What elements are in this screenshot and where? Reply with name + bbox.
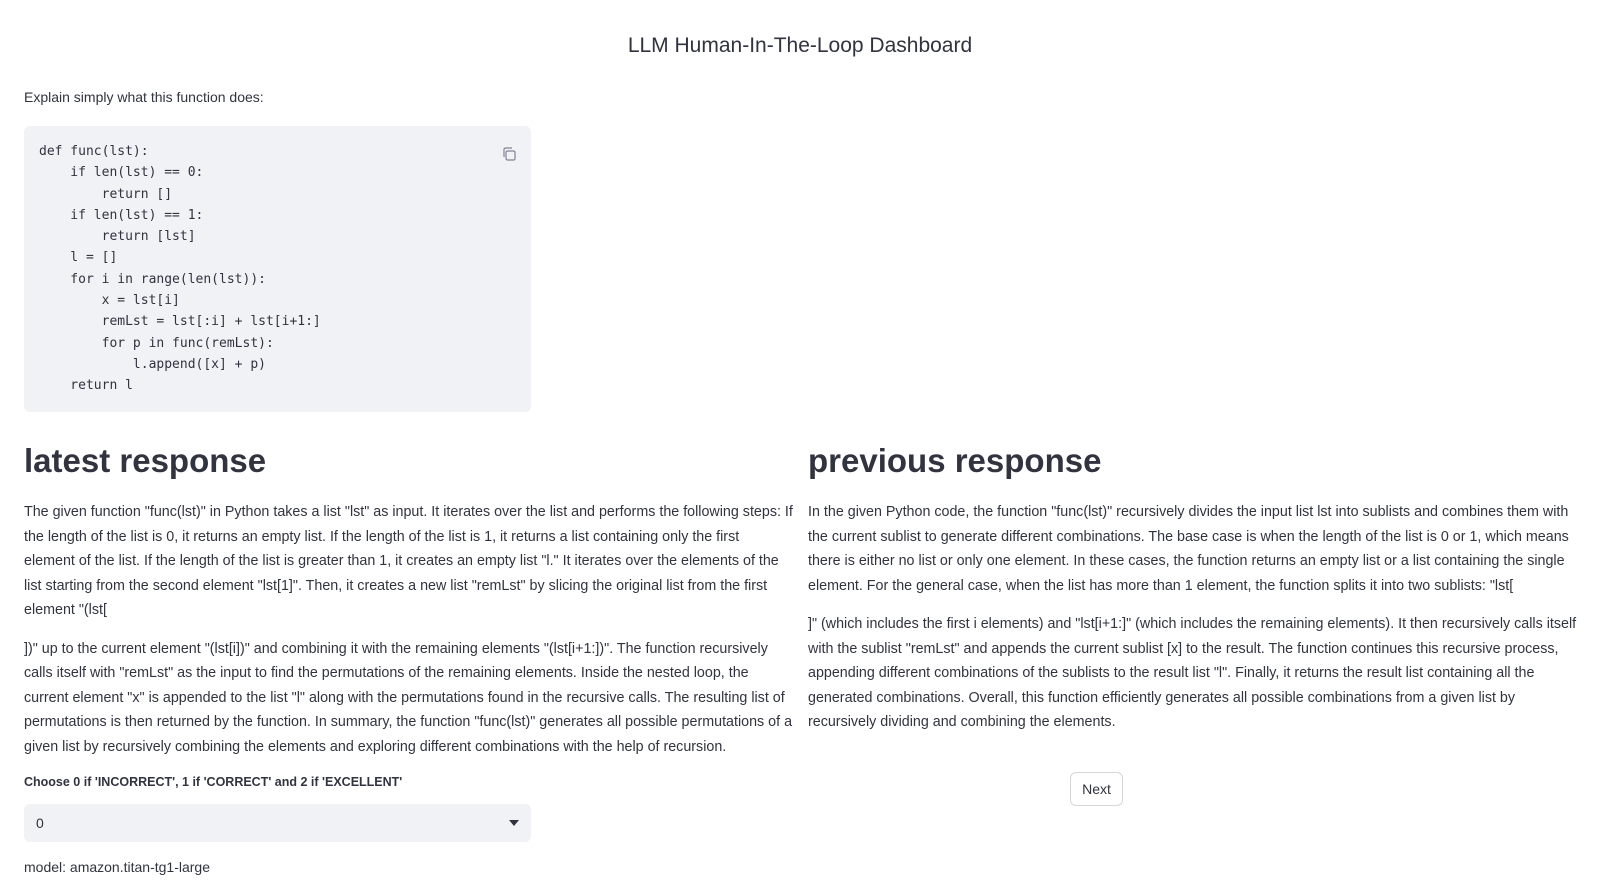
copy-icon-svg: [501, 146, 517, 162]
copy-icon[interactable]: [501, 146, 517, 162]
latest-response-paragraph: The given function "func(lst)" in Python takes a list "lst" as input. It iterates over the list and performs the following steps: If the length of the list is 0, it returns an empty list. If the length of the list is 1, it returns a list containing only the first element of the list. If the length of the list is greater than 1, it creates an empty list "l." It iterates over the elements of the list starting from the second element "lst[1]". Then, it creates a new list "remLst" by slicing the original list from the first element "(lst[: [24, 504, 793, 618]
rating-select-value: 0: [36, 815, 44, 831]
latest-response-column: [24, 436, 794, 759]
rating-label: Choose 0 if 'INCORRECT', 1 if 'CORRECT' and 2 if 'EXCELLENT': [24, 775, 403, 789]
chevron-down-icon: [509, 820, 519, 826]
previous-response-column: [808, 436, 1578, 735]
next-button[interactable]: Next: [1070, 772, 1123, 806]
model-label: model: amazon.titan-tg1-large: [24, 859, 210, 875]
page-title: LLM Human-In-The-Loop Dashboard: [627, 34, 973, 57]
code-text: def func(lst): if len(lst) == 0: return [] if len(lst) == 1: return [lst] l = [] for i in range(len(lst)): x = lst[i] remLst = lst[:i] + lst[i+1:] for p in func(remLst): l.append([x] + p) return l: [39, 144, 321, 394]
prompt-label: Explain simply what this function does:: [24, 89, 264, 105]
previous-response-paragraph: ]" (which includes the first i elements) and "lst[i+1:]" (which includes the remaining elements). It then recursively calls itself with the sublist "remLst" and appends the current sublist [x] to the result. The function continues this recursive process, appending different combinations of the sublists to the result list "l". Finally, it returns the result list containing all the generated combinations. Overall, this function efficiently generates all possible combinations from a given list by recursively dividing and combining the elements.: [808, 616, 1577, 730]
previous-response-heading: previous response: [808, 442, 1102, 479]
rating-select[interactable]: [24, 804, 531, 842]
previous-response-paragraph: In the given Python code, the function "func(lst)" recursively divides the input list lst into sublists and combines them with the current sublist to generate different combinations. The base case is when the length of the list is 0 or 1, which means there is either no list or only one element. In these cases, the function returns an empty list or a list containing the single element. For the general case, when the list has more than 1 element, the function splits it into two sublists: "lst[: [808, 504, 1569, 594]
latest-response-heading: latest response: [24, 442, 267, 479]
code-block: [24, 126, 531, 412]
latest-response-paragraph: ])" up to the current element "(lst[i])" and combining it with the remaining elements "(lst[i+1:])". The function recursively calls itself with "remLst" as the input to find the permutations of the remaining elements. Inside the nested loop, the current element "x" is appended to the list "l" along with the permutations found in the recursive calls. The resulting list of permutations is then returned by the function. In summary, the function "func(lst)" generates all possible permutations of a given list by recursively combining the elements and exploring different combinations with the help of recursion.: [24, 640, 793, 755]
